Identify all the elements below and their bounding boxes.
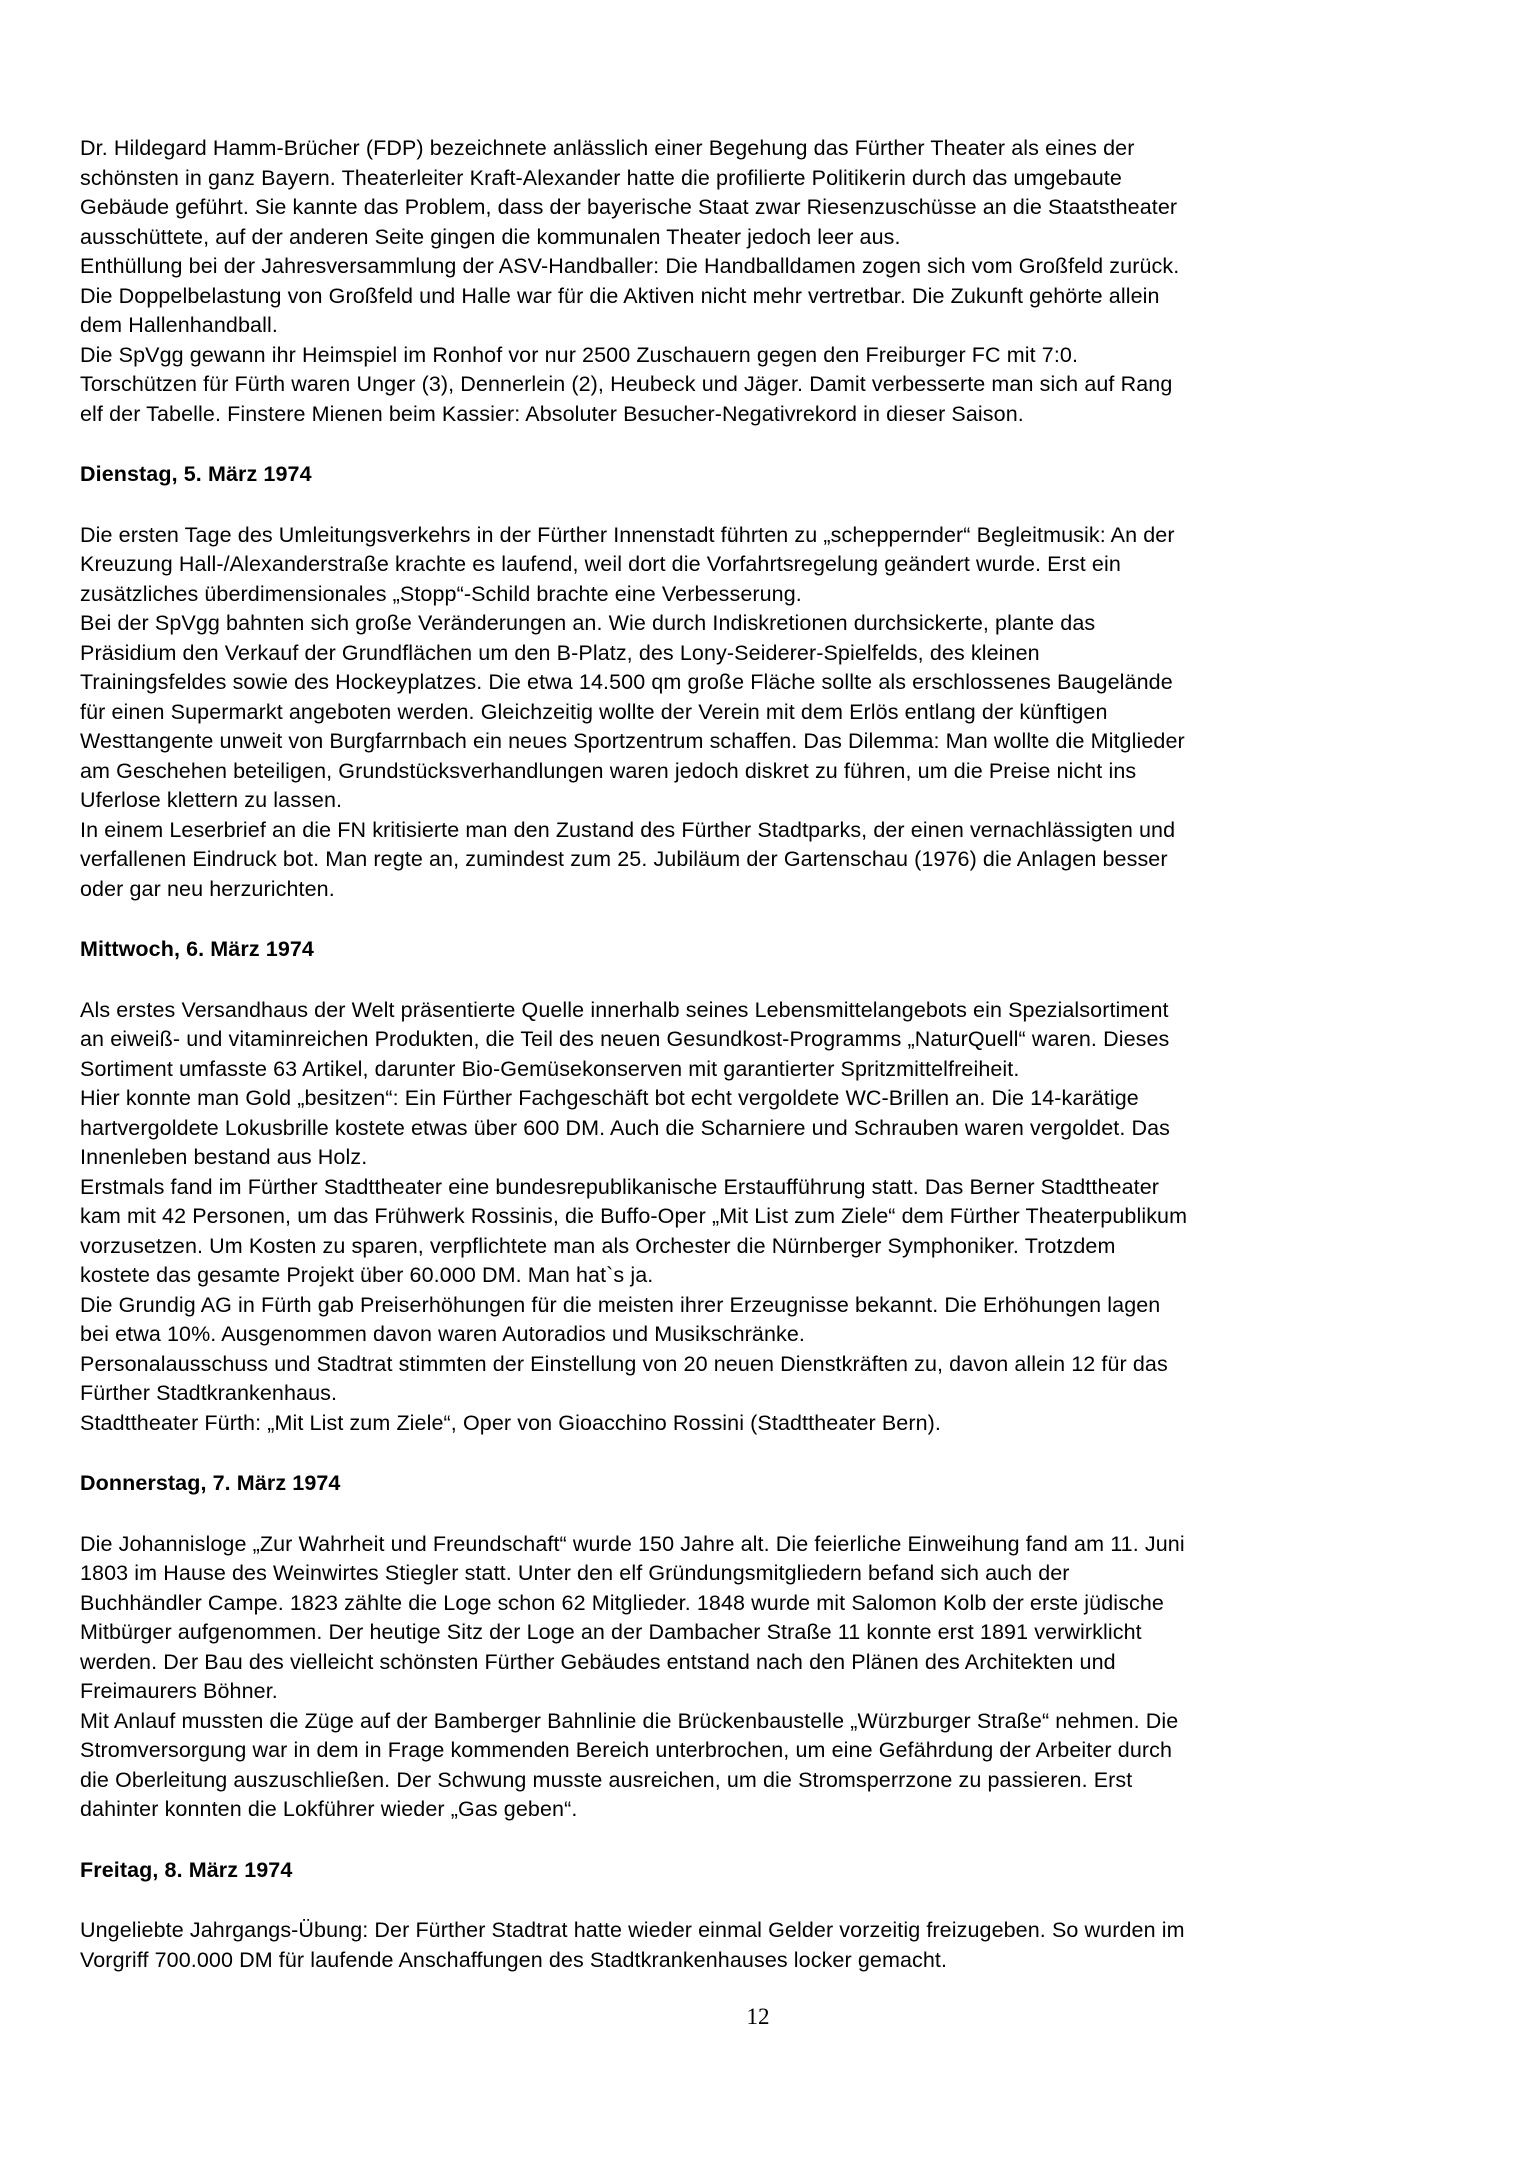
text-line: In einem Leserbrief an die FN kritisierte man den Zustand des Fürther Stadtparks, der einen vernachlässigten und <box>80 817 1176 842</box>
text-line: Kreuzung Hall-/Alexanderstraße krachte es laufend, weil dort die Vorfahrtsregelung geändert wurde. Erst ein <box>80 552 1121 576</box>
paragraph <box>80 1084 1460 1173</box>
page-number: 12 <box>746 2004 770 2029</box>
text-line: Präsidium den Verkauf der Grundflächen um den B-Platz, des Lony-Seiderer-Spielfelds, des kleinen <box>80 640 1040 665</box>
text-line: bei etwa 10%. Ausgenommen davon waren Autoradios und Musikschränke. <box>80 1322 805 1346</box>
paragraph <box>80 1916 1460 1975</box>
text-line: ausschüttete, auf der anderen Seite gingen die kommunalen Theater jedoch leer aus. <box>80 224 901 249</box>
text-line: Bei der SpVgg bahnten sich große Veränderungen an. Wie durch Indiskretionen durchsickerte, plante das <box>80 611 1096 635</box>
text-line: Trainingsfeldes sowie des Hockeyplatzes. Die etwa 14.500 qm große Fläche sollte als erschlossenes Baugelände <box>80 670 1173 694</box>
text-line: Westtangente unweit von Burgfarrnbach ein neues Sportzentrum schaffen. Das Dilemma: Man wollte die Mitglieder <box>80 729 1185 753</box>
text-line: 1803 im Hause des Weinwirtes Stiegler statt. Unter den elf Gründungsmitgliedern befand sich auch der <box>80 1561 1070 1585</box>
text-line: Mitbürger aufgenommen. Der heutige Sitz der Loge an der Dambacher Straße 11 konnte erst 1891 verwirklicht <box>80 1620 1142 1644</box>
text-line: Mit Anlauf mussten die Züge auf der Bamberger Bahnlinie die Brückenbaustelle „Würzburger Straße“ nehmen. Die <box>80 1708 1179 1733</box>
paragraph <box>80 816 1460 905</box>
text-line: oder gar neu herzurichten. <box>80 876 335 901</box>
text-line: die Oberleitung auszuschließen. Der Schwung musste ausreichen, um die Stromsperrzone zu passieren. Erst <box>80 1767 1133 1792</box>
text-line: vorzusetzen. Um Kosten zu sparen, verpflichtete man als Orchester die Nürnberger Symphoniker. Trotzdem <box>80 1233 1116 1258</box>
paragraph <box>80 1350 1460 1409</box>
text-line: Torschützen für Fürth waren Unger (3), Dennerlein (2), Heubeck und Jäger. Damit verbesserte man sich auf Rang <box>80 372 1173 396</box>
text-line: zusätzliches überdimensionales „Stopp“-Schild brachte eine Verbesserung. <box>80 581 802 606</box>
text-line: kostete das gesamte Projekt über 60.000 DM. Man hat`s ja. <box>80 1263 654 1287</box>
text-line: Ungeliebte Jahrgangs-Übung: Der Fürther Stadtrat hatte wieder einmal Gelder vorzeitig freizugeben. So wurden im <box>80 1918 1185 1942</box>
text-line: Die Grundig AG in Fürth gab Preiserhöhungen für die meisten ihrer Erzeugnisse bekannt. Die Erhöhungen lagen <box>80 1292 1161 1317</box>
text-line: Die SpVgg gewann ihr Heimspiel im Ronhof vor nur 2500 Zuschauern gegen den Freiburger FC mit 7:0. <box>80 342 1079 367</box>
text-line: dem Hallenhandball. <box>80 313 278 337</box>
document-content <box>80 134 1460 1975</box>
text-line: Buchhändler Campe. 1823 zählte die Loge schon 62 Mitglieder. 1848 wurde mit Salomon Kolb der erste jüdische <box>80 1590 1164 1615</box>
text-line: hartvergoldete Lokusbrille kostete etwas über 600 DM. Auch die Scharniere und Schrauben waren vergoldet. Das <box>80 1115 1171 1140</box>
text-line: Als erstes Versandhaus der Welt präsentierte Quelle innerhalb seines Lebensmittelangebots ein Spezialsortiment <box>80 997 1169 1022</box>
text-line: Enthüllung bei der Jahresversammlung der ASV-Handballer: Die Handballdamen zogen sich vom Großfeld zurück. <box>80 254 1180 278</box>
text-line: Gebäude geführt. Sie kannte das Problem, dass der bayerische Staat zwar Riesenzuschüsse an die Staatstheater <box>80 195 1178 219</box>
paragraph <box>80 341 1460 430</box>
text-line: Die Doppelbelastung von Großfeld und Halle war für die Aktiven nicht mehr vertretbar. Die Zukunft gehörte allein <box>80 283 1160 308</box>
text-line: Sortiment umfasste 63 Artikel, darunter Bio-Gemüsekonserven mit garantierter Spritzmittelfreiheit. <box>80 1056 1020 1081</box>
paragraph <box>80 1291 1460 1350</box>
paragraph <box>80 1530 1460 1707</box>
day-heading: Dienstag, 5. März 1974 <box>80 462 312 486</box>
text-line: Hier konnte man Gold „besitzen“: Ein Fürther Fachgeschäft bot echt vergoldete WC-Brillen an. Die 14-karätige <box>80 1086 1139 1110</box>
paragraph <box>80 134 1460 252</box>
text-line: Erstmals fand im Fürther Stadttheater eine bundesrepublikanische Erstaufführung statt. Das Berner Stadttheater <box>80 1174 1160 1199</box>
text-line: Vorgriff 700.000 DM für laufende Anschaffungen des Stadtkrankenhauses locker gemacht. <box>80 1947 948 1972</box>
day-heading: Freitag, 8. März 1974 <box>80 1857 293 1882</box>
paragraph <box>80 609 1460 816</box>
paragraph <box>80 521 1460 610</box>
day-heading: Mittwoch, 6. März 1974 <box>80 937 314 961</box>
text-line: Freimaurers Böhner. <box>80 1679 278 1703</box>
text-line: für einen Supermarkt angeboten werden. Gleichzeitig wollte der Verein mit dem Erlös entlang der künftigen <box>80 699 1108 724</box>
text-line: werden. Der Bau des vielleicht schönsten Fürther Gebäudes entstand nach den Plänen des Architekten und <box>80 1649 1116 1674</box>
paragraph <box>80 996 1460 1085</box>
paragraph <box>80 252 1460 341</box>
text-line: am Geschehen beteiligen, Grundstücksverhandlungen waren jedoch diskret zu führen, um die Preise nicht ins <box>80 758 1137 783</box>
text-line: an eiweiß- und vitaminreichen Produkten, die Teil des neuen Gesundkost-Programms „NaturQuell“ waren. Dieses <box>80 1027 1170 1051</box>
text-line: kam mit 42 Personen, um das Frühwerk Rossinis, die Buffo-Oper „Mit List zum Ziele“ dem Fürther Theaterpublikum <box>80 1204 1188 1228</box>
text-line: Die ersten Tage des Umleitungsverkehrs in der Fürther Innenstadt führten zu „scheppernder“ Begleitmusik: An der <box>80 522 1175 547</box>
text-line: elf der Tabelle. Finstere Mienen beim Kassier: Absoluter Besucher-Negativrekord in dieser Saison. <box>80 401 1024 426</box>
day-heading: Donnerstag, 7. März 1974 <box>80 1471 341 1495</box>
text-line: dahinter konnten die Lokführer wieder „Gas geben“. <box>80 1797 578 1821</box>
text-line: Uferlose klettern zu lassen. <box>80 788 343 812</box>
text-line: Die Johannisloge „Zur Wahrheit und Freundschaft“ wurde 150 Jahre alt. Die feierliche Einweihung fand am 11. Juni <box>80 1531 1185 1556</box>
paragraph <box>80 1173 1460 1291</box>
text-line: Personalausschuss und Stadtrat stimmten der Einstellung von 20 neuen Dienstkräften zu, davon allein 12 für das <box>80 1351 1168 1376</box>
paragraph <box>80 1707 1460 1825</box>
text-line: Fürther Stadtkrankenhaus. <box>80 1381 338 1405</box>
text-line: Dr. Hildegard Hamm-Brücher (FDP) bezeichnete anlässlich einer Begehung das Fürther Theater als eines der <box>80 136 1135 160</box>
text-line: Stadttheater Fürth: „Mit List zum Ziele“, Oper von Gioacchino Rossini (Stadttheater Bern). <box>80 1410 941 1435</box>
text-line: verfallenen Eindruck bot. Man regte an, zumindest zum 25. Jubiläum der Gartenschau (1976) die Anlagen besser <box>80 847 1168 871</box>
text-line: Stromversorgung war in dem in Frage kommenden Bereich unterbrochen, um eine Gefährdung der Arbeiter durch <box>80 1738 1173 1762</box>
paragraph <box>80 1409 1460 1439</box>
text-line: schönsten in ganz Bayern. Theaterleiter Kraft-Alexander hatte die profilierte Politikerin durch das umgebaute <box>80 165 1122 190</box>
text-line: Innenleben bestand aus Holz. <box>80 1145 368 1169</box>
